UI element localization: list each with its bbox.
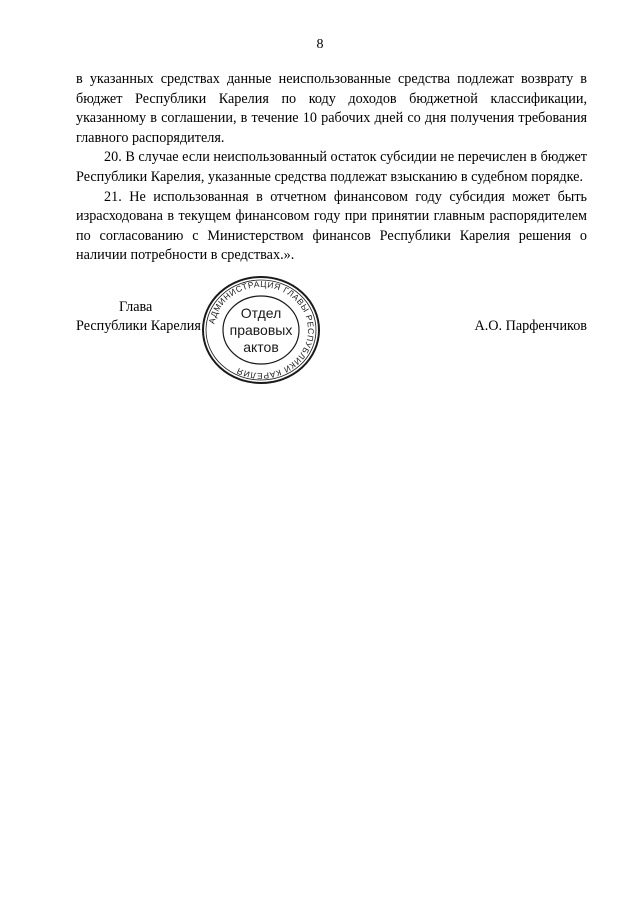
signature-block <box>76 278 587 398</box>
stamp-inner-line2: правовых <box>229 322 293 338</box>
official-stamp-icon <box>196 274 326 386</box>
paragraph-1: в указанных средствах данные неиспользованные средства подлежат возврату в бюджет Республики Карелия по коду доходов бюджетной классификации, указанному в соглашении, в течение 10 рабочих дней со дня получения требования главного распорядителя. <box>76 71 587 146</box>
document-body <box>76 70 587 266</box>
page-number: 8 <box>316 37 324 52</box>
paragraph-20: 20. В случае если неиспользованный остаток субсидии не перечислен в бюджет Республики Карелия, указанные средства подлежат взысканию в судебном порядке. <box>76 149 587 185</box>
stamp-inner-line1: Отдел <box>240 305 282 321</box>
paragraph-21: 21. Не использованная в отчетном финансовом году субсидия может быть израсходована в текущем финансовом году при принятии главным распорядителем по согласованию с Министерством финансов Республики Карелия решения о наличии потребности в средствах.». <box>76 188 587 264</box>
signatory-title-line1: Глава <box>119 299 153 315</box>
signatory-title-line2: Республики Карелия <box>76 318 201 334</box>
signatory-name: А.О. Парфенчиков <box>474 318 587 334</box>
stamp-ring-text: АДМИНИСТРАЦИЯ ГЛАВЫ РЕСПУБЛИКИ КАРЕЛИЯ <box>206 278 317 382</box>
stamp-inner-line3: актов <box>243 339 279 355</box>
